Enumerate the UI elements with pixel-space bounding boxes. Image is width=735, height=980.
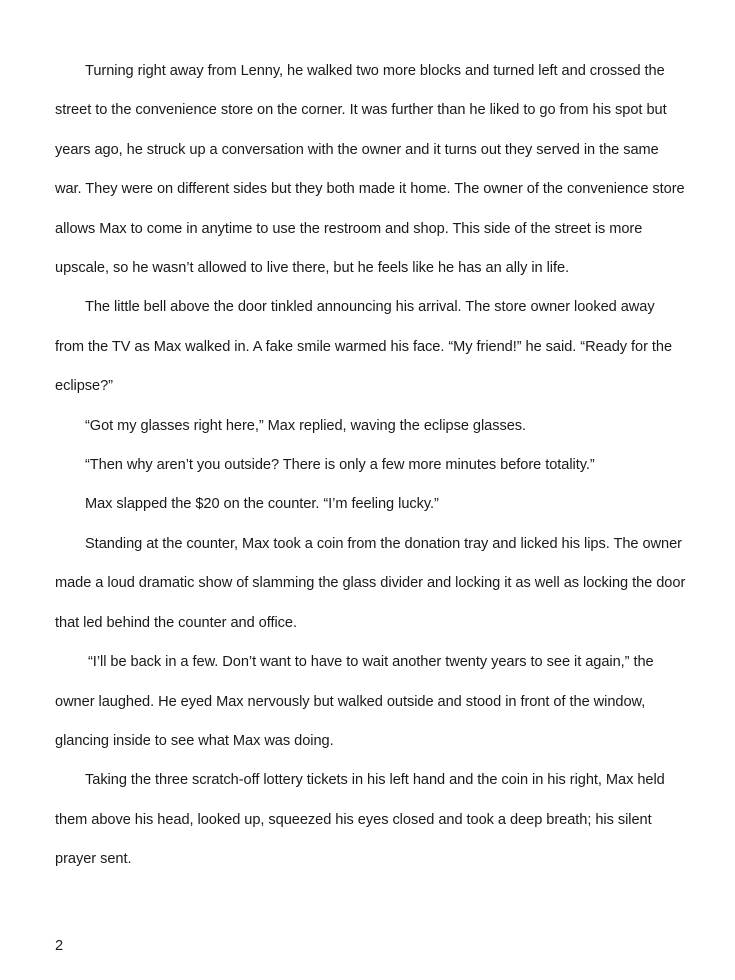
paragraph: Standing at the counter, Max took a coin from the donation tray and licked his lips. The owner made a loud dramatic show of slamming the glass divider and locking it as well as locking the door that led behind the counter and office. — [55, 535, 686, 631]
body-text — [55, 52, 687, 880]
paragraph: Turning right away from Lenny, he walked two more blocks and turned left and crossed the street to the convenience store on the corner. It was further than he liked to go from his spot but years ago, he struck up a conversation with the owner and it turns out they served in the same war. They were on different sides but they both made it home. The owner of the convenience store allows Max to come in anytime to use the restroom and shop. This side of the street is more upscale, so he wasn’t allowed to live there, but he feels like he has an ally in life. — [55, 63, 685, 277]
paragraph: “I’ll be back in a few. Don’t want to have to wait another twenty years to see it again,” the owner laughed. He eyed Max nervously but walked outside and stood in front of the window, glancing inside to see what Max was doing. — [55, 654, 654, 749]
page-number: 2 — [55, 938, 64, 954]
paragraph: “Got my glasses right here,” Max replied, waving the eclipse glasses. — [85, 417, 527, 434]
paragraph: The little bell above the door tinkled announcing his arrival. The store owner looked away from the TV as Max walked in. A fake smile warmed his face. “My friend!” he said. “Ready for the eclipse?” — [55, 299, 673, 395]
paragraph: “Then why aren’t you outside? There is only a few more minutes before totality.” — [85, 457, 595, 474]
paragraph: Taking the three scratch-off lottery tickets in his left hand and the coin in his right, Max held them above his head, looked up, squeezed his eyes closed and took a deep breath; his silent prayer sent. — [55, 772, 665, 868]
paragraph: Max slapped the $20 on the counter. “I’m feeling lucky.” — [85, 496, 439, 513]
